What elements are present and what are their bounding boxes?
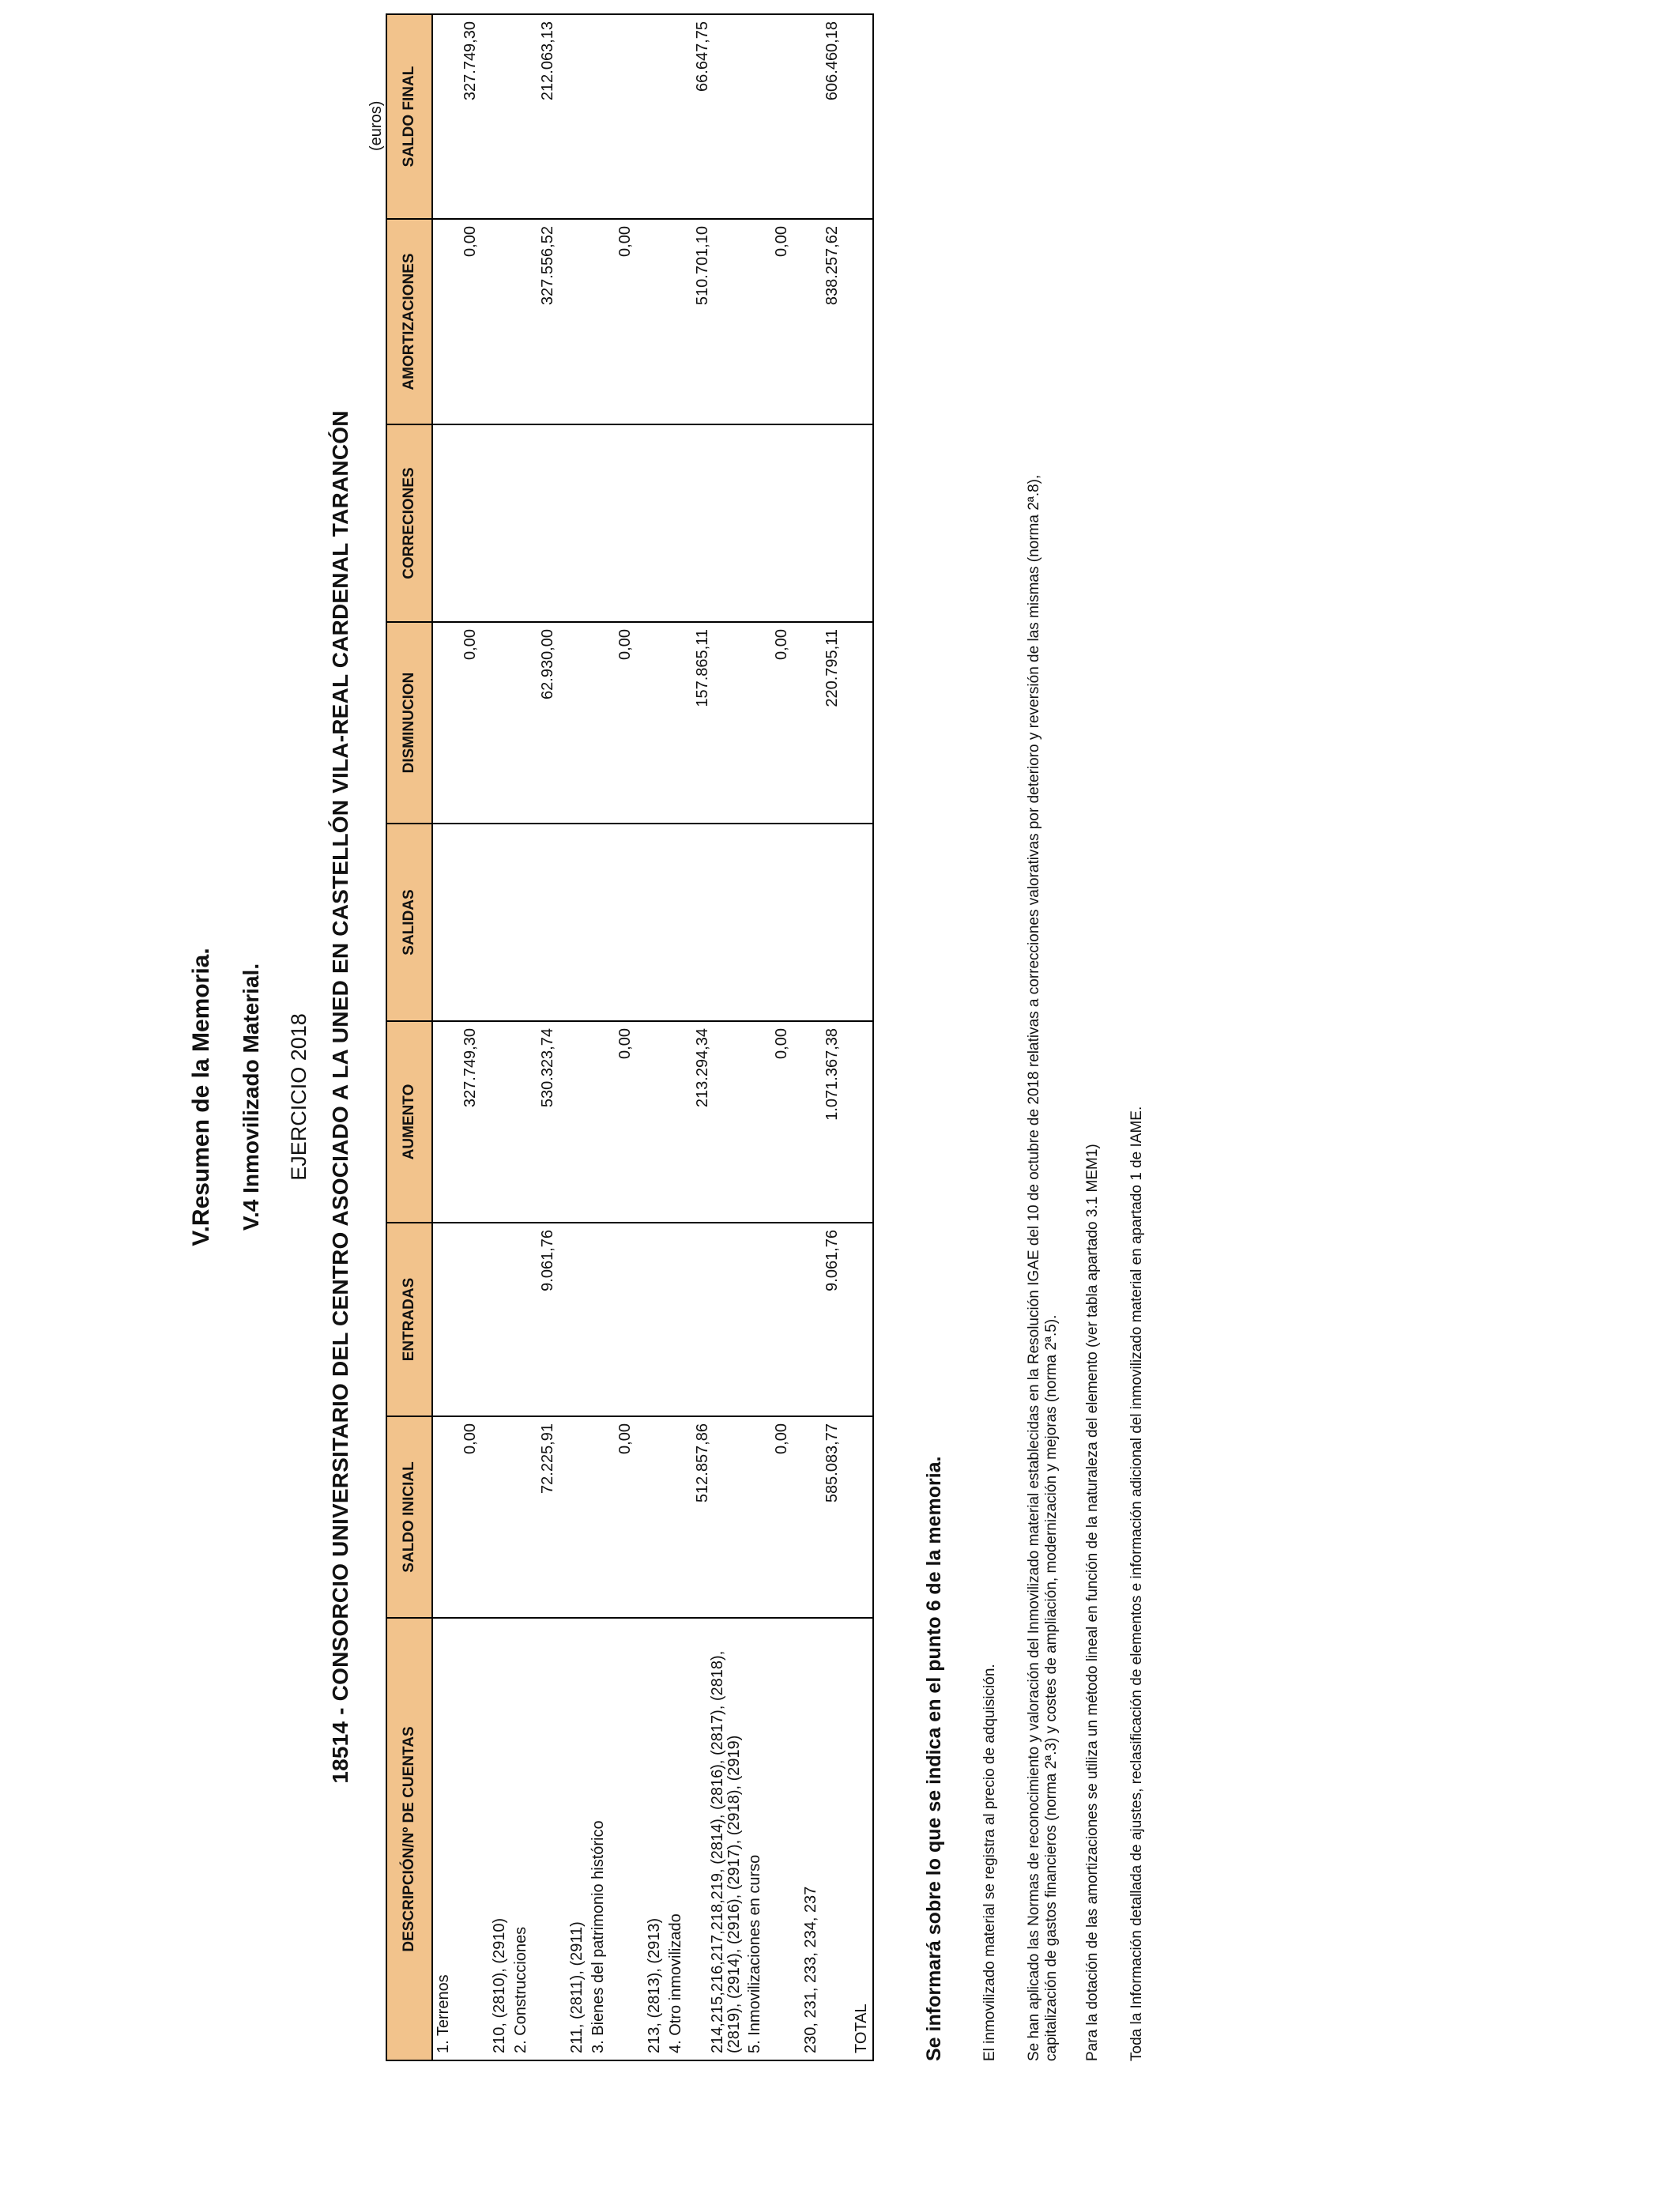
cell-disminucion: 0,00	[460, 622, 510, 824]
cell-amortizaciones: 327.556,52	[537, 219, 588, 424]
cell-entradas: 9.061,76	[822, 1223, 873, 1416]
cell-amortizaciones: 0,00	[460, 219, 510, 424]
cell-disminucion: 62.930,00	[537, 622, 588, 824]
cell-saldo-inicial: 512.857,86	[692, 1416, 744, 1618]
cell-correciones	[537, 424, 588, 622]
memoria-reference-note: Se informará sobre lo que se indica en el punto 6 de la memoria.	[923, 1456, 945, 2061]
cell-disminucion: 220.795,11	[822, 622, 873, 824]
cell-disminucion: 157.865,11	[692, 622, 744, 824]
cell-salidas	[692, 824, 744, 1021]
account-codes: 230, 231, 233, 234, 237	[771, 1618, 822, 2060]
account-codes-text: 214,215,216,217,218,219, (2814), (2816), (2817), (2818), (2819), (2914), (2916), (2917), (2918), (2919)	[709, 1650, 743, 2053]
group-label: 1. Terrenos	[432, 1618, 460, 2060]
cell-salidas	[771, 824, 822, 1021]
cell-amortizaciones: 838.257,62	[822, 219, 873, 424]
table-total-row	[822, 14, 873, 2060]
cell-entradas	[692, 1223, 744, 1416]
account-codes: 211, (2811), (2911)	[537, 1618, 588, 2060]
cell-aumento: 530.323,74	[537, 1021, 588, 1223]
cell-amortizaciones: 0,00	[615, 219, 665, 424]
col-header: ENTRADAS	[386, 1223, 432, 1416]
note-valuation-line1: Se han aplicado las Normas de reconocimiento y valoración del Inmovilizado material establecidas en la Resolución IGAE del 10 de octubre de 2018 relativas a correcciones valorativas por deterioro y reversión de las mismas (norma 2ª.8),	[1026, 474, 1042, 2061]
cell-correciones	[692, 424, 744, 622]
cell-salidas	[537, 824, 588, 1021]
cell-correciones	[822, 424, 873, 622]
table-row	[771, 14, 822, 2060]
group-label: 4. Otro inmovilizado	[665, 1618, 692, 2060]
cell-saldo-inicial: 0,00	[615, 1416, 665, 1618]
cell-disminucion: 0,00	[615, 622, 665, 824]
group-label: 2. Construcciones	[510, 1618, 537, 2060]
col-header: SALDO INICIAL	[386, 1416, 432, 1618]
currency-unit: (euros)	[367, 100, 385, 151]
note-amortization-method: Para la dotación de las amortizaciones se utiliza un método lineal en función de la naturaleza del elemento (ver tabla apartado 3.1 MEM1)	[1084, 1144, 1101, 2061]
table-row	[692, 14, 744, 2060]
cell-amortizaciones: 0,00	[771, 219, 822, 424]
cell-saldo-inicial: 0,00	[460, 1416, 510, 1618]
cell-amortizaciones: 510.701,10	[692, 219, 744, 424]
note-valuation-norms	[1026, 401, 1060, 2061]
total-label: TOTAL	[822, 1618, 873, 2060]
cell-correciones	[460, 424, 510, 622]
col-header: AMORTIZACIONES	[386, 219, 432, 424]
section-subtitle: V.4 Inmovilizado Material.	[239, 963, 263, 1231]
cell-saldo-final	[771, 14, 822, 219]
cell-saldo-final: 212.063,13	[537, 14, 588, 219]
table-row	[588, 14, 615, 2060]
col-header: DISMINUCION	[386, 622, 432, 824]
cell-aumento: 213.294,34	[692, 1021, 744, 1223]
group-label: 3. Bienes del patrimonio histórico	[588, 1618, 615, 2060]
cell-entradas	[615, 1223, 665, 1416]
cell-aumento: 0,00	[771, 1021, 822, 1223]
cell-correciones	[771, 424, 822, 622]
group-label: 5. Inmovilizaciones en curso	[744, 1618, 771, 2060]
note-additional-info: Toda la Información detallada de ajustes, reclasificación de elementos e información adicional del inmovilizado material en apartado 1 de IAME.	[1128, 1106, 1145, 2061]
fiscal-year: EJERCICIO 2018	[287, 1013, 311, 1181]
cell-aumento: 327.749,30	[460, 1021, 510, 1223]
cell-entradas: 9.061,76	[537, 1223, 588, 1416]
table-row	[665, 14, 692, 2060]
cell-saldo-inicial: 0,00	[771, 1416, 822, 1618]
cell-salidas	[822, 824, 873, 1021]
account-codes	[692, 1618, 744, 2060]
note-acquisition-price: El inmovilizado material se registra al precio de adquisición.	[981, 1664, 998, 2061]
col-header: AUMENTO	[386, 1021, 432, 1223]
cell-saldo-inicial: 72.225,91	[537, 1416, 588, 1618]
cell-entradas	[771, 1223, 822, 1416]
col-header: SALDO FINAL	[386, 14, 432, 219]
col-header: CORRECIONES	[386, 424, 432, 622]
cell-aumento: 0,00	[615, 1021, 665, 1223]
cell-disminucion: 0,00	[771, 622, 822, 824]
cell-saldo-final: 66.647,75	[692, 14, 744, 219]
table-row	[460, 14, 510, 2060]
table-row	[432, 14, 460, 2060]
note-valuation-line2: capitalización de gastos financieros (norma 2ª.3) y costes de ampliación, modernización y mejoras (norma 2ª.5).	[1043, 1314, 1060, 2061]
cell-saldo-final: 327.749,30	[460, 14, 510, 219]
table-header-row	[386, 14, 432, 2060]
entity-name: 18514 - CONSORCIO UNIVERSITARIO DEL CENTRO ASOCIADO A LA UNED EN CASTELLÓN VILA-REAL CARDENAL TARANCÓN	[328, 410, 352, 1784]
account-codes: 213, (2813), (2913)	[615, 1618, 665, 2060]
cell-correciones	[615, 424, 665, 622]
fixed-assets-table	[386, 13, 874, 2061]
notes-section	[981, 401, 1173, 2061]
page-title: V.Resumen de la Memoria.	[188, 948, 214, 1246]
cell-saldo-final: 606.460,18	[822, 14, 873, 219]
cell-saldo-final	[615, 14, 665, 219]
cell-aumento: 1.071.367,38	[822, 1021, 873, 1223]
cell-entradas	[460, 1223, 510, 1416]
col-header: DESCRIPCIÓN/Nº DE CUENTAS	[386, 1618, 432, 2060]
table-row	[744, 14, 771, 2060]
cell-salidas	[615, 824, 665, 1021]
table-row	[537, 14, 588, 2060]
col-header: SALIDAS	[386, 824, 432, 1021]
table-row	[615, 14, 665, 2060]
account-codes: 210, (2810), (2910)	[460, 1618, 510, 2060]
cell-saldo-inicial: 585.083,77	[822, 1416, 873, 1618]
cell-salidas	[460, 824, 510, 1021]
table-row	[510, 14, 537, 2060]
